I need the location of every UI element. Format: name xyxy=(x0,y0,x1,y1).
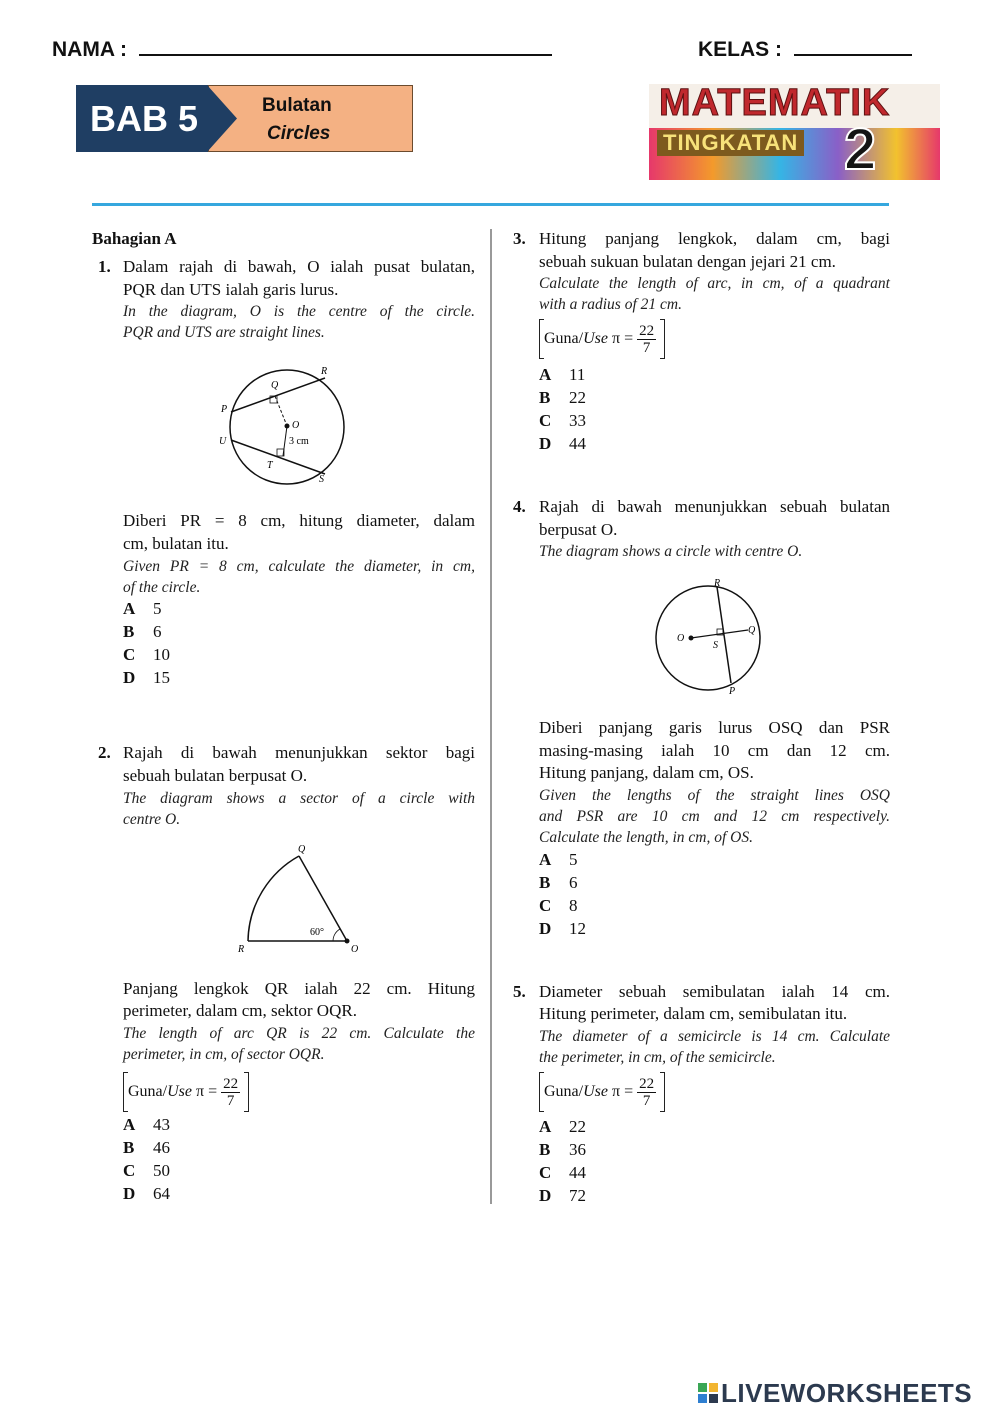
section-title: Bahagian A xyxy=(92,229,177,248)
q1-label-p: P xyxy=(221,404,228,415)
q2-pi-symbol: π = xyxy=(196,1083,218,1100)
q4-given-ms-2: masing-masing ialah 10 cm dan 12 cm. xyxy=(539,741,890,760)
q2-text-ms-1: Rajah di bawah menunjukkan sektor bagi xyxy=(123,743,475,762)
class-field[interactable] xyxy=(794,36,912,56)
name-field[interactable] xyxy=(139,36,552,56)
q4-label-p: P xyxy=(729,686,736,697)
q4-text-en-1: The diagram shows a circle with centre O. xyxy=(539,543,803,560)
q3-option-a[interactable]: A 11 xyxy=(539,365,586,384)
q2-given-ms-1: Panjang lengkok QR ialah 22 cm. Hitung xyxy=(123,979,475,998)
q1-label-r: R xyxy=(321,366,328,377)
liveworksheets-text: LIVEWORKSHEETS xyxy=(721,1378,973,1408)
q4-number: 4. xyxy=(513,497,526,516)
header-divider xyxy=(92,203,889,206)
q2-arc-qr xyxy=(248,856,299,941)
q4-option-a[interactable]: A 5 xyxy=(539,850,578,869)
q5-option-a[interactable]: A 22 xyxy=(539,1117,586,1136)
q3-guna-label: Guna/ xyxy=(544,330,584,347)
q4-given-en-1: Given the lengths of the straight lines OSQ xyxy=(539,787,890,804)
q5-guna-label: Guna/ xyxy=(544,1083,584,1100)
logo-number: 2 xyxy=(844,117,877,180)
chapter-title-ms: Bulatan xyxy=(262,95,332,116)
q5-pi-note xyxy=(539,1072,665,1112)
q1-chord-uts xyxy=(231,440,325,474)
name-label xyxy=(52,36,552,62)
column-divider xyxy=(490,229,492,1204)
q2-centre-point xyxy=(345,939,350,944)
q2-label-r: R xyxy=(238,944,245,955)
q1-given-ms-2: cm, bulatan itu. xyxy=(123,534,229,553)
q3-pi-symbol: π = xyxy=(612,330,634,347)
chapter-banner xyxy=(76,85,411,152)
chapter-title-en: Circles xyxy=(267,123,331,144)
q2-pi-note xyxy=(123,1072,249,1112)
q2-text-ms-2: sebuah bulatan berpusat O. xyxy=(123,766,308,785)
q5-use-label: Use xyxy=(583,1083,608,1100)
logo-title: MATEMATIK xyxy=(659,84,891,124)
q5-text-ms-1: Diameter sebuah semibulatan ialah 14 cm. xyxy=(539,982,890,1001)
q4-given-en-3: Calculate the length, in cm, of OS. xyxy=(539,829,753,846)
q5-number: 5. xyxy=(513,982,526,1001)
q2-option-b[interactable]: B 46 xyxy=(123,1138,170,1157)
q4-circle xyxy=(656,586,760,690)
q1-label-q: Q xyxy=(271,380,279,391)
q3-text-en-1: Calculate the length of arc, in cm, of a quadrant xyxy=(539,275,890,292)
q1-label-u: U xyxy=(219,436,227,447)
q2-given-en-2: perimeter, in cm, of sector OQR. xyxy=(123,1046,325,1063)
liveworksheets-icon xyxy=(697,1382,719,1404)
q3-use-label: Use xyxy=(583,330,608,347)
q1-option-c[interactable]: C 10 xyxy=(123,645,170,664)
logo-subtitle: TINGKATAN xyxy=(657,130,804,156)
q1-text-en-1: In the diagram, O is the centre of the circle. xyxy=(123,303,475,320)
q2-label-angle: 60° xyxy=(310,927,324,938)
q5-text-en-1: The diameter of a semicircle is 14 cm. Calculate xyxy=(539,1028,890,1045)
q3-option-d[interactable]: D 44 xyxy=(539,434,586,453)
q4-option-d[interactable]: D 12 xyxy=(539,919,586,938)
q4-centre-point xyxy=(689,636,694,641)
q1-option-a[interactable]: A 5 xyxy=(123,599,162,618)
class-label xyxy=(698,36,912,62)
nama-text: NAMA : xyxy=(52,38,128,61)
q3-text-en-2: with a radius of 21 cm. xyxy=(539,296,682,313)
q2-label-q: Q xyxy=(298,844,306,855)
q1-label-t: T xyxy=(267,460,273,471)
q2-sector-diagram xyxy=(230,838,370,960)
q3-number: 3. xyxy=(513,229,526,248)
kelas-text: KELAS : xyxy=(698,38,782,61)
q4-line-osq xyxy=(691,630,748,638)
q4-label-r: R xyxy=(714,578,721,589)
q4-given-ms-3: Hitung panjang, dalam cm, OS. xyxy=(539,763,754,782)
q1-label-o: O xyxy=(292,420,300,431)
q1-option-b[interactable]: B 6 xyxy=(123,622,162,641)
chapter-number: BAB 5 xyxy=(76,85,208,152)
q5-option-b[interactable]: B 36 xyxy=(539,1140,586,1159)
q4-circle-diagram xyxy=(632,578,782,698)
q1-label-s: S xyxy=(319,474,324,485)
q2-pi-fraction: $\frac{22}{7}$ xyxy=(223,1075,239,1109)
q4-given-en-2: and PSR are 10 cm and 12 cm respectively. xyxy=(539,808,890,825)
liveworksheets-logo xyxy=(697,1378,972,1409)
q4-label-o: O xyxy=(677,633,685,644)
q4-option-b[interactable]: B 6 xyxy=(539,873,578,892)
q2-guna-label: Guna/ xyxy=(128,1083,168,1100)
q3-text-ms-2: sebuah sukuan bulatan dengan jejari 21 cm. xyxy=(539,252,836,271)
q2-given-en-1: The length of arc QR is 22 cm. Calculate the xyxy=(123,1025,475,1042)
q2-angle-mark xyxy=(333,929,340,941)
q1-text-ms-1: Dalam rajah di bawah, O ialah pusat bulatan, xyxy=(123,257,475,276)
q4-text-ms-2: berpusat O. xyxy=(539,520,618,539)
q4-text-ms-1: Rajah di bawah menunjukkan sebuah bulatan xyxy=(539,497,890,516)
q2-option-a[interactable]: A 43 xyxy=(123,1115,170,1134)
q1-centre-point xyxy=(285,424,290,429)
q3-option-c[interactable]: C 33 xyxy=(539,411,586,430)
q1-text-ms-2: PQR dan UTS ialah garis lurus. xyxy=(123,280,339,299)
q3-pi-note xyxy=(539,319,665,359)
q1-label-3cm: 3 cm xyxy=(289,436,309,447)
q2-option-d[interactable]: D 64 xyxy=(123,1184,170,1203)
q2-option-c[interactable]: C 50 xyxy=(123,1161,170,1180)
q3-pi-fraction: $\frac{22}{7}$ xyxy=(639,322,655,356)
q1-option-d[interactable]: D 15 xyxy=(123,668,170,687)
q5-option-c[interactable]: C 44 xyxy=(539,1163,586,1182)
q3-text-ms-1: Hitung panjang lengkok, dalam cm, bagi xyxy=(539,229,890,248)
q3-option-b[interactable]: B 22 xyxy=(539,388,586,407)
q5-pi-symbol: π = xyxy=(612,1083,634,1100)
q1-given-ms-1: Diberi PR = 8 cm, hitung diameter, dalam xyxy=(123,511,475,530)
q4-label-q: Q xyxy=(748,625,756,636)
chapter-arrow xyxy=(207,85,239,152)
q2-use-label: Use xyxy=(167,1083,192,1100)
q5-option-d[interactable]: D 72 xyxy=(539,1186,586,1205)
q1-number: 1. xyxy=(98,257,111,276)
q5-text-ms-2: Hitung perimeter, dalam cm, semibulatan itu. xyxy=(539,1004,848,1023)
q1-given-en-2: of the circle. xyxy=(123,579,201,596)
q4-given-ms-1: Diberi panjang garis lurus OSQ dan PSR xyxy=(539,718,890,737)
q4-option-c[interactable]: C 8 xyxy=(539,896,578,915)
q2-text-en-2: centre O. xyxy=(123,811,181,828)
q1-given-en-1: Given PR = 8 cm, calculate the diameter, in cm, xyxy=(123,558,475,575)
q2-text-en-1: The diagram shows a sector of a circle with xyxy=(123,790,475,807)
q5-pi-fraction: $\frac{22}{7}$ xyxy=(639,1075,655,1109)
q2-label-o: O xyxy=(351,944,359,955)
q2-number: 2. xyxy=(98,743,111,762)
q2-given-ms-2: perimeter, dalam cm, sektor OQR. xyxy=(123,1001,357,1020)
q5-text-en-2: the perimeter, in cm, of the semicircle. xyxy=(539,1049,776,1066)
q1-circle-diagram xyxy=(215,360,355,490)
q4-label-s: S xyxy=(713,640,718,651)
matematik-logo xyxy=(649,84,940,180)
q1-text-en-2: PQR and UTS are straight lines. xyxy=(123,324,325,341)
